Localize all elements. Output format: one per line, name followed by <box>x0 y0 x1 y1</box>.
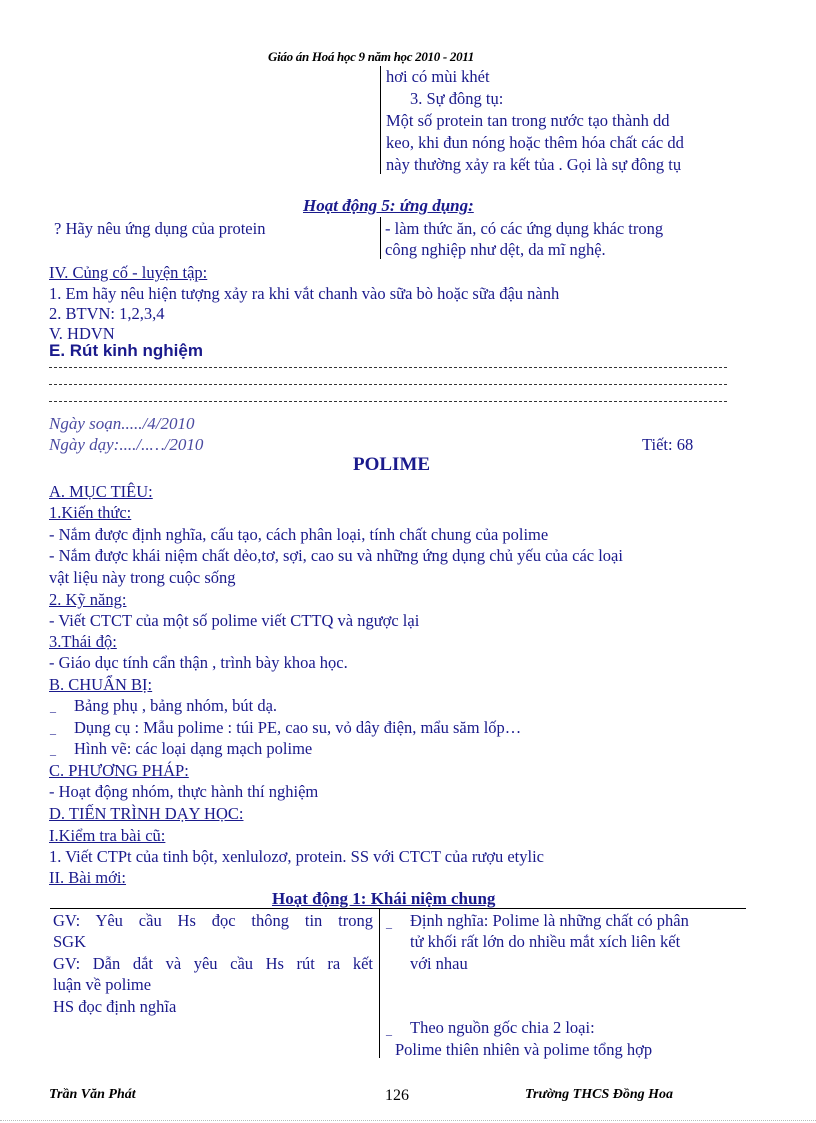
bullet-icon: _ <box>386 1023 392 1037</box>
dashed-line <box>49 401 727 402</box>
bullet-icon: _ <box>50 743 56 757</box>
student-activity: HS đọc định nghĩa <box>53 997 177 1016</box>
subsection-title: 2. Kỹ năng: <box>49 590 127 609</box>
question-text: ? Hãy nêu ứng dụng của protein <box>54 219 266 238</box>
subsection-title: 3.Thái độ: <box>49 632 117 651</box>
content-text: tử khối rất lớn do nhiều mắt xích liên kết <box>410 932 681 951</box>
activity-title: Hoạt động 5: ứng dụng: <box>303 196 474 215</box>
activity-title: Hoạt động 1: Khái niệm chung <box>272 889 496 908</box>
subsection-title: 1.Kiến thức: <box>49 503 132 522</box>
column-divider <box>379 908 380 1058</box>
text-line: - Giáo dục tính cẩn thận , trình bày khoa học. <box>49 653 348 672</box>
text-line: Một số protein tan trong nước tạo thành dd <box>386 111 670 130</box>
content-text: với nhau <box>410 954 468 973</box>
section-title: C. PHƯƠNG PHÁP: <box>49 761 189 780</box>
section-title: E. Rút kinh nghiệm <box>49 341 203 360</box>
column-divider <box>380 66 381 174</box>
date-taught: Ngày dạy:..../..…/2010 <box>49 435 204 454</box>
footer-rule <box>0 1120 816 1121</box>
text-line: - Viết CTCT của một số polime viết CTTQ và ngược lại <box>49 611 420 630</box>
table-top-border <box>50 908 746 909</box>
teacher-activity: luận về polime <box>53 975 152 994</box>
dashed-line <box>49 367 727 368</box>
page-number: 126 <box>385 1087 409 1104</box>
section-title: D. TIẾN TRÌNH DẠY HỌC: <box>49 804 244 823</box>
bullet-icon: _ <box>50 700 56 714</box>
text-line: vật liệu này trong cuộc sống <box>49 568 236 587</box>
list-item-heading: 3. Sự đông tụ: <box>410 89 504 108</box>
text-line: 1. Viết CTPt của tinh bột, xenlulozơ, protein. SS với CTCT của rượu etylic <box>49 847 545 866</box>
column-divider <box>380 217 381 259</box>
teacher-activity: GV: Dẫn dắt và yêu cầu Hs rút ra kết <box>53 954 373 973</box>
subsection-title: I.Kiểm tra bài cũ: <box>49 826 166 845</box>
content-text: Polime thiên nhiên và polime tổng hợp <box>395 1040 653 1059</box>
footer-school: Trường THCS Đồng Hoa <box>525 1087 674 1102</box>
content-text: Theo nguồn gốc chia 2 loại: <box>410 1018 595 1037</box>
text-line: 1. Em hãy nêu hiện tượng xảy ra khi vắt chanh vào sữa bò hoặc sữa đậu nành <box>49 284 560 303</box>
text-line: hơi có mùi khét <box>386 67 490 86</box>
teacher-activity: SGK <box>53 932 87 951</box>
text-line: - Nắm được định nghĩa, cấu tạo, cách phân loại, tính chất chung của polime <box>49 525 549 544</box>
section-title: IV. Củng cố - luyện tập: <box>49 263 208 282</box>
text-line: - Hoạt động nhóm, thực hành thí nghiệm <box>49 782 319 801</box>
date-prepared: Ngày soạn...../4/2010 <box>49 414 195 433</box>
section-title: A. MỤC TIÊU: <box>49 482 153 501</box>
bullet-icon: _ <box>50 722 56 736</box>
text-line: keo, khi đun nóng hoặc thêm hóa chất các dd <box>386 133 684 152</box>
page-header: Giáo án Hoá học 9 năm học 2010 - 2011 <box>268 49 474 64</box>
answer-text: công nghiệp như dệt, da mĩ nghệ. <box>385 240 606 259</box>
dashed-line <box>49 384 727 385</box>
bullet-icon: _ <box>386 916 392 930</box>
list-item: Hình vẽ: các loại dạng mạch polime <box>74 739 313 758</box>
lesson-number: Tiết: 68 <box>642 435 694 454</box>
teacher-activity: GV: Yêu cầu Hs đọc thông tin trong <box>53 911 373 930</box>
content-text: Định nghĩa: Polime là những chất có phân <box>410 911 689 930</box>
list-item: Bảng phụ , bảng nhóm, bút dạ. <box>74 696 278 715</box>
answer-text: - làm thức ăn, có các ứng dụng khác trong <box>385 219 664 238</box>
text-line: này thường xảy ra kết tủa . Gọi là sự đông tụ <box>386 155 682 174</box>
subsection-title: II. Bài mới: <box>49 868 127 887</box>
section-title: B. CHUẨN BỊ: <box>49 675 153 694</box>
lesson-title: POLIME <box>353 454 431 475</box>
text-line: - Nắm được khái niệm chất dẻo,tơ, sợi, cao su và những ứng dụng chủ yếu của các loại <box>49 546 623 565</box>
text-line: V. HDVN <box>49 324 115 343</box>
footer-author: Trần Văn Phát <box>49 1087 136 1102</box>
text-line: 2. BTVN: 1,2,3,4 <box>49 304 165 323</box>
list-item: Dụng cụ : Mẫu polime : túi PE, cao su, vỏ dây điện, mẩu săm lốp… <box>74 718 522 737</box>
